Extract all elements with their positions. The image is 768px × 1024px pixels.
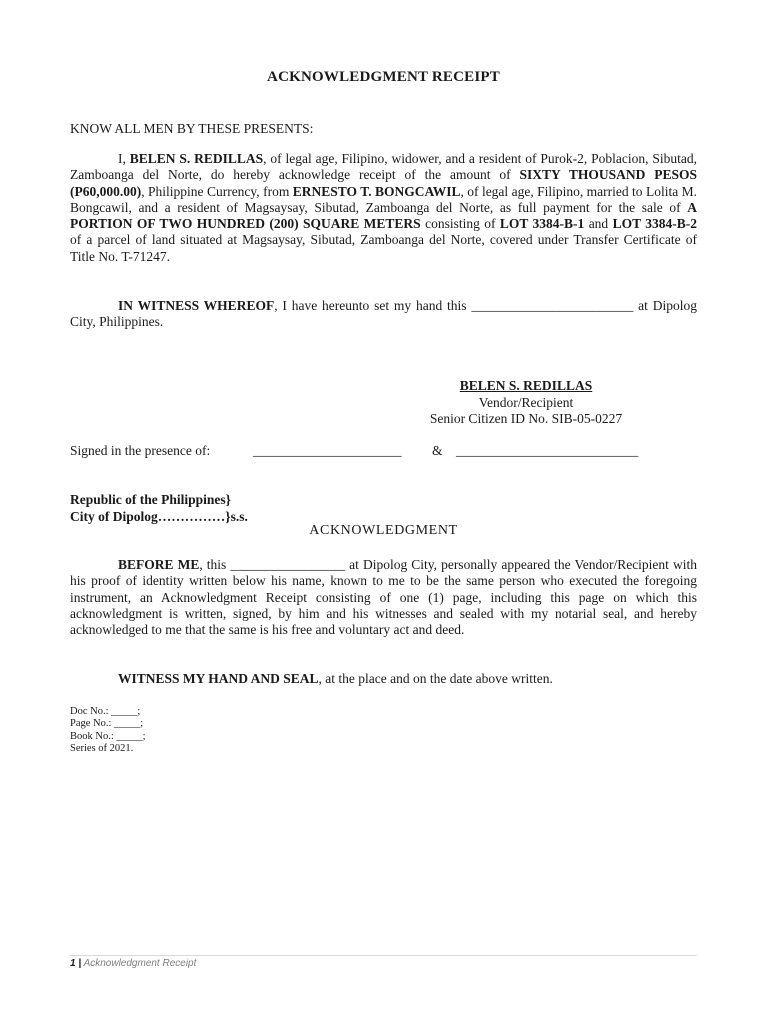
acknowledgment-paragraph [70,557,697,638]
text-run: , at the place and on the date above written. [318,671,553,686]
footer-page-number: 1 | [70,958,82,969]
lot-number-1: LOT 3384-B-1 [499,216,585,232]
witness-heading: IN WITNESS WHEREOF [118,298,275,313]
before-me-heading: BEFORE ME [118,557,200,572]
text-run: , of legal age, Filipino, married to Lolita M. Bongcawil, and a resident of Magsaysay, Sibutad, Zamboanga del Norte, as full payment for the sale of [70,183,697,215]
footer-divider [70,955,697,956]
venue-republic: Republic of the Philippines} [70,492,231,507]
lot-number-2: LOT 3384-B-2 [612,216,698,232]
acknowledgment-title: ACKNOWLEDGMENT [309,523,458,538]
text-run: , this _________________ at Dipolog City, personally appeared the Vendor/Recipient with his proof of identity written below his name, known to me to be the same person who executed the foregoing instrument, an Acknowledgment Receipt consisting of one (1) page, including this page on which this acknowledgment is written, signed, by him and his witnesses and sealed with my notarial seal, and hereby acknowledged to me that the same is his free and voluntary act and deed. [70,557,697,638]
book-number: Book No.: _____; [70,730,146,742]
text-run: , I have hereunto set my hand this ________________________ at Dipolog City, Philippines. [70,298,697,330]
page-number: Page No.: _____; [70,718,144,730]
signatory-name: BELEN S. REDILLAS [459,378,593,393]
witness-blank-1: ______________________ [253,443,402,458]
footer-label: Acknowledgment Receipt [83,958,197,969]
property-portion: A PORTION OF TWO HUNDRED (200) SQUARE METERS [70,199,697,232]
document-page [70,0,697,1024]
signature-block [396,378,656,428]
signatory-role: Vendor/Recipient [478,394,574,410]
notarial-register [70,706,146,755]
vendor-name: BELEN S. REDILLAS [129,151,264,166]
venue-block [70,491,248,525]
document-title: ACKNOWLEDGMENT RECEIPT [267,69,500,85]
page-footer [70,958,196,969]
seal-heading: WITNESS MY HAND AND SEAL [118,671,319,686]
ampersand: & [432,443,443,458]
text-run: , Philippine Currency, from [141,183,293,199]
text-run: I, [118,151,130,166]
signatory-id: Senior Citizen ID No. SIB-05-0227 [429,411,623,426]
text-run: of a parcel of land situated at Magsaysay, Sibutad, Zamboanga del Norte, covered under Transfer Certificate of Title No. T-71247. [70,232,697,264]
text-run: , of legal age, Filipino, widower, and a resident of Purok-2, Poblacion, Sibutad, Zamboanga del Norte, do hereby acknowledge receipt of the amount of [70,151,697,183]
series-year: Series of 2021. [70,742,134,754]
witness-presence-line [70,443,697,459]
witness-blank-2: ___________________________ [456,443,639,458]
receipt-paragraph [70,151,697,265]
presence-label: Signed in the presence of: [70,443,211,458]
buyer-name: ERNESTO T. BONGCAWIL [292,183,461,199]
amount: SIXTY THOUSAND PESOS (P60,000.00) [70,167,697,199]
venue-city: City of Dipolog……………}s.s. [70,509,248,524]
text-run: and [584,216,613,232]
text-run: consisting of [420,216,500,232]
intro-line: KNOW ALL MEN BY THESE PRESENTS: [70,121,314,136]
witness-paragraph [70,298,697,331]
doc-number: Doc No.: _____; [70,706,141,717]
seal-paragraph [70,671,697,687]
